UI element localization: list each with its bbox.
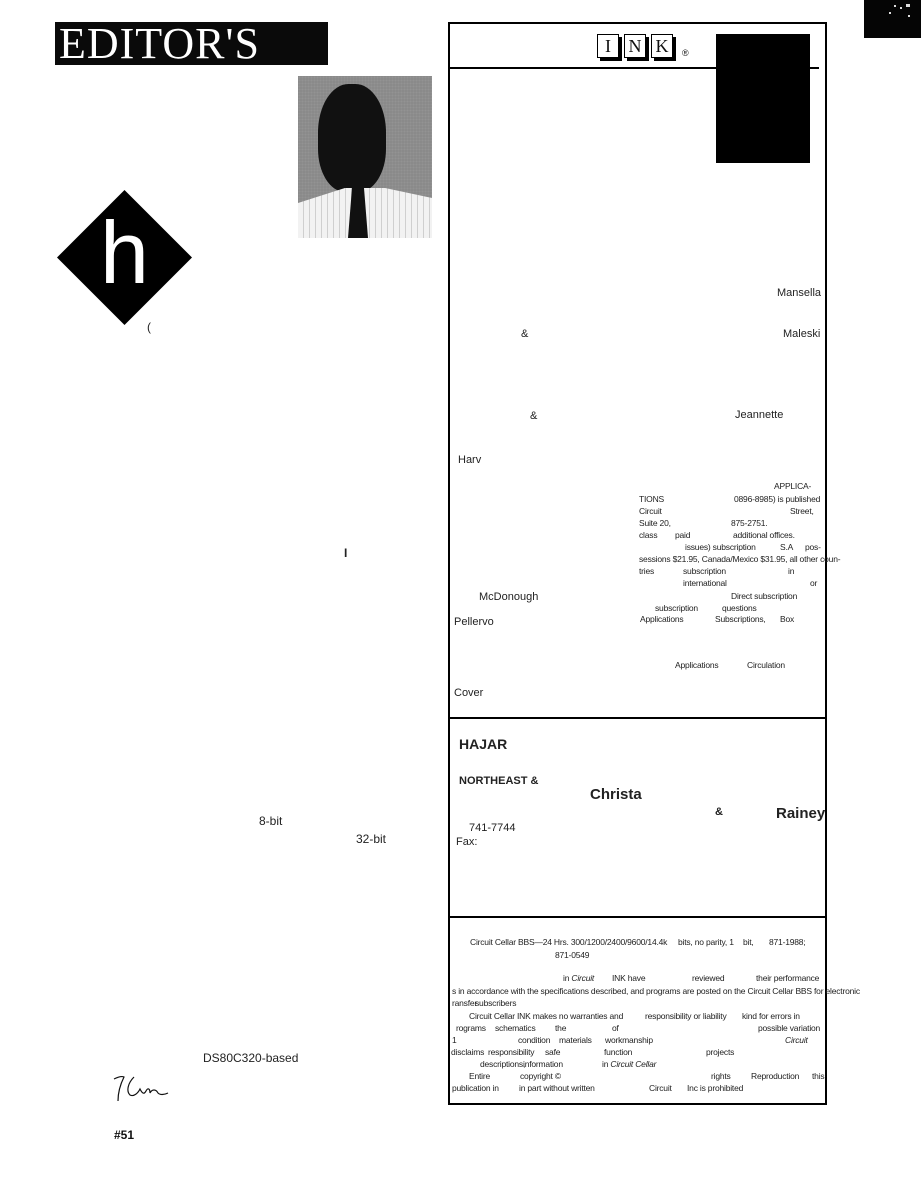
pub-info-text: Circuit: [639, 506, 662, 516]
pub-info-text: subscription: [655, 603, 698, 613]
pub-info-text: additional offices.: [733, 530, 795, 540]
pub-info-text: pos-: [805, 542, 821, 552]
pub-info-text: sessions $21.95, Canada/Mexico $31.95, all other coun-: [639, 554, 841, 564]
bbs-phone-2: 871-0549: [555, 950, 590, 960]
disclaimer-fragment: kind for errors in: [742, 1011, 800, 1021]
disclaimer-fragment: copyright ©: [520, 1071, 561, 1081]
disclaimer-fragment: possible variation: [758, 1023, 821, 1033]
disclaimer-fragment: Circuit: [785, 1035, 808, 1045]
disclaimer-fragment: materials: [559, 1035, 592, 1045]
disclaimer-fragment: workmanship: [605, 1035, 653, 1045]
pub-info-text: paid: [675, 530, 691, 540]
editors-banner: EDITOR'S: [55, 22, 328, 65]
disclaimer-fragment: s in accordance with the specifications described, and programs are posted on the Circuit Cellar BBS for electronic: [452, 986, 860, 996]
ad-contact-text: Rainey: [776, 805, 826, 822]
pub-info-text: Subscriptions,: [715, 614, 766, 624]
text-fragment: 8-bit: [259, 814, 283, 828]
disclaimer-fragment: of: [612, 1023, 619, 1033]
disclaimer-fragment: safe: [545, 1047, 561, 1057]
ad-contact-text: NORTHEAST &: [459, 775, 539, 787]
staff-name: Jeannette: [735, 409, 784, 421]
logo-letter-k: K: [651, 34, 673, 58]
ad-contact-text: HAJAR: [459, 736, 508, 752]
disclaimer-fragment: responsibility or liability: [645, 1011, 727, 1021]
disclaimer-fragment: Inc is prohibited: [687, 1083, 744, 1093]
pub-info-text: Applications: [640, 614, 684, 624]
pub-info-text: Box: [780, 614, 795, 624]
disclaimer-fragment: descriptions,: [480, 1059, 526, 1069]
ink-logo: [597, 34, 689, 58]
disclaimer-fragment: disclaims: [451, 1047, 485, 1057]
logo-letter-n: N: [624, 34, 646, 58]
staff-name: McDonough: [479, 591, 539, 603]
disclaimer-fragment: in part without written: [519, 1083, 595, 1093]
pub-info-text: or: [810, 578, 818, 588]
staff-name: Pellervo: [454, 616, 494, 628]
pub-info-text: Direct subscription: [731, 591, 798, 601]
disclaimer-fragment: the: [555, 1023, 567, 1033]
bbs-line-stopbit: bit,: [743, 937, 754, 947]
drop-cap: [57, 190, 192, 325]
pub-info-text: subscription: [683, 566, 726, 576]
text-fragment: DS80C320-based: [203, 1051, 299, 1065]
pub-info-text: questions: [722, 603, 757, 613]
drop-cap-letter: h: [100, 203, 149, 302]
staff-name: &: [521, 328, 529, 340]
staff-name: Maleski: [783, 328, 821, 340]
staff-name: Harv: [458, 454, 482, 466]
pub-info-text: issues) subscription: [685, 542, 756, 552]
disclaimer-fragment: in Circuit: [563, 973, 595, 983]
photo-head-shape: [318, 84, 386, 192]
disclaimer-fragment: rograms: [456, 1023, 486, 1033]
disclaimer-fragment: information: [523, 1059, 563, 1069]
ad-contact-text: Christa: [590, 786, 642, 803]
pub-info-text: Suite 20,: [639, 518, 671, 528]
pub-info-text: class: [639, 530, 658, 540]
redacted-block: [716, 34, 810, 163]
pub-info-text: tries: [639, 566, 655, 576]
section-divider-advertising: [448, 717, 827, 719]
issue-number: #51: [114, 1128, 135, 1142]
bbs-line: Circuit Cellar BBS—24 Hrs. 300/1200/2400/9600/14.4k: [470, 937, 668, 947]
disclaimer-fragment: rights: [711, 1071, 731, 1081]
registered-mark-icon: ®: [682, 48, 689, 58]
disclaimer-fragment: Entire: [469, 1071, 491, 1081]
staff-name: Cover: [454, 687, 484, 699]
editor-photo: [298, 76, 432, 238]
disclaimer-fragment: responsibility: [488, 1047, 535, 1057]
disclaimer-fragment: this: [812, 1071, 825, 1081]
staff-name: Mansella: [777, 287, 822, 299]
disclaimer-fragment: subscribers: [475, 998, 517, 1008]
ad-contact-text: Fax:: [456, 836, 478, 848]
disclaimer-fragment: 1: [452, 1035, 457, 1045]
pub-info-text: TIONS: [639, 494, 664, 504]
pub-info-text: in: [788, 566, 795, 576]
section-divider-bbs: [448, 916, 827, 918]
disclaimer-fragment: reviewed: [692, 973, 725, 983]
bbs-phone-1: 871-1988;: [769, 937, 806, 947]
scan-artifact: [864, 0, 921, 38]
pub-info-text: S.A: [780, 542, 794, 552]
pub-info-text: Street,: [790, 506, 814, 516]
logo-letter-i: I: [597, 34, 619, 58]
pub-info-text: 0896-8985) is published: [734, 494, 821, 504]
disclaimer-fragment: their performance: [756, 973, 820, 983]
disclaimer-fragment: schematics: [495, 1023, 536, 1033]
ad-contact-text: &: [715, 806, 723, 818]
bbs-line-params: bits, no parity, 1: [678, 937, 734, 947]
disclaimer-fragment: projects: [706, 1047, 735, 1057]
disclaimer-fragment: condition: [518, 1035, 551, 1045]
staff-name: &: [530, 410, 538, 422]
disclaimer-fragment: Circuit Cellar INK makes no warranties and: [469, 1011, 624, 1021]
disclaimer-fragment: function: [604, 1047, 633, 1057]
text-fragment: 32-bit: [356, 832, 387, 846]
disclaimer-fragment: Circuit: [649, 1083, 672, 1093]
pub-info-text: 875-2751.: [731, 518, 768, 528]
text-fragment: I: [344, 546, 348, 560]
disclaimer-fragment: INK have: [612, 973, 646, 983]
pub-info-text: Circulation: [747, 660, 785, 670]
ad-contact-text: 741-7744: [469, 822, 516, 834]
pub-info-text: Applications: [675, 660, 719, 670]
disclaimer-fragment: Reproduction: [751, 1071, 800, 1081]
disclaimer-fragment: ransfer: [452, 998, 478, 1008]
pub-info-text: APPLICA-: [774, 481, 812, 491]
signature-icon: [110, 1073, 170, 1105]
disclaimer-fragment: publication in: [452, 1083, 499, 1093]
disclaimer-fragment: in Circuit Cellar: [602, 1059, 657, 1069]
pub-info-text: international: [683, 578, 727, 588]
text-fragment: (: [147, 320, 151, 334]
